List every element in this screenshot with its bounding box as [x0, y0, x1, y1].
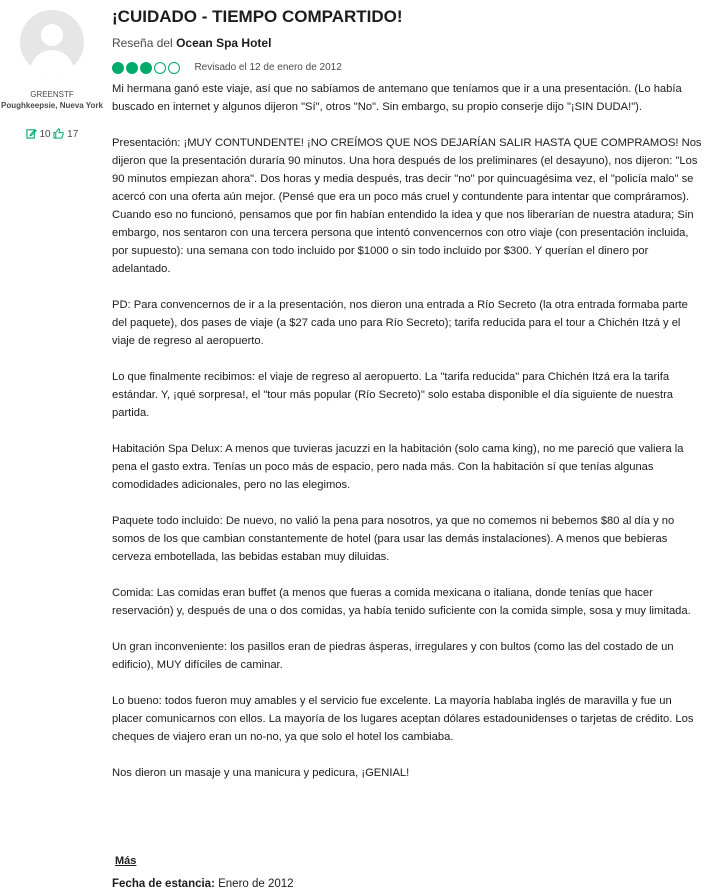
stay-date	[112, 878, 294, 890]
avatar-body	[30, 50, 74, 74]
review-paragraph: Paquete todo incluido: De nuevo, no valió la pena para nosotros, ya que no comemos ni bebemos $80 al día y no somos de los que cambian constantemente de hotel (para usar las demás instalaciones). A menos que bebieras cerveza embotellada, las bebidas estaban muy diluidas.	[112, 515, 675, 563]
reviewed-date: Revisado el 12 de enero de 2012	[194, 62, 342, 74]
hotel-prefix: Reseña del	[112, 36, 173, 50]
review-paragraph: Lo bueno: todos fueron muy amables y el servicio fue excelente. La mayoría hablaba inglés de maravilla y fue un placer comunicarnos con ellos. La mayoría de los lugares aceptan dólares estadounidenses o tarjetas de crédito. Los cheques de viajero eran un no-no, ya que solo el hotel los cambiaba.	[112, 695, 694, 743]
rating-bubble-filled-icon	[112, 62, 124, 74]
review-body	[112, 80, 704, 782]
review-paragraph: PD: Para convencernos de ir a la presentación, nos dieron una entrada a Río Secreto (la otra entrada formaba parte del paquete), dos pases de viaje (a $27 cada uno para Río Secreto); tarifa reducida para el tour a Chichén Itzá y el viaje de regreso al aeropuerto.	[112, 299, 688, 347]
avatar-head	[41, 24, 63, 46]
review-paragraph: Habitación Spa Delux: A menos que tuvieras jacuzzi en la habitación (solo cama king), no me pareció que valiera la pena el gasto extra. Tenías un poco más de espacio, pero nada más. Con la habitación sí que tenías algunas comodidades adicionales, pero no las elegimos.	[112, 443, 684, 491]
rating-bubble-empty-icon	[154, 62, 166, 74]
more-link[interactable]: Más	[115, 855, 137, 867]
helpful-votes-count: 17	[67, 129, 79, 140]
rating-row	[112, 59, 342, 75]
review-paragraph: Mi hermana ganó este viaje, así que no sabíamos de antemano que teníamos que ir a una presentación. (Lo había buscado en internet y algunos dijeron "Sí", otros "No". Sin embargo, su propio conserje dijo "¡SIN DUDA!").	[112, 83, 682, 113]
reviewer-location: Poughkeepsie, Nueva York	[1, 101, 103, 110]
hotel-name-link[interactable]: Ocean Spa Hotel	[176, 36, 272, 50]
rating-bubble-filled-icon	[126, 62, 138, 74]
avatar[interactable]	[20, 10, 84, 74]
rating-bubble-empty-icon	[168, 62, 180, 74]
review-hotel-line	[112, 36, 271, 50]
contributions-count: 10	[39, 129, 51, 140]
thumbs-up-icon	[53, 129, 67, 140]
review-paragraph: Lo que finalmente recibimos: el viaje de regreso al aeropuerto. La "tarifa reducida" para Chichén Itzá era la tarifa estándar. Y, ¡qué sorpresa!, el "tour más popular (Río Secreto)" solo estaba disponible el día siguiente de nuestra partida.	[112, 371, 674, 419]
stay-value: Enero de 2012	[218, 878, 294, 890]
reviewer-stats	[0, 128, 104, 140]
reviewer-username[interactable]: GREENSTF	[30, 90, 74, 99]
review-paragraph: Comida: Las comidas eran buffet (a menos que fueras a comida mexicana o italiana, donde tenías que hacer reservación) y, después de una o dos comidas, ya había tenido suficiente con la comida simple, sosa y muy limitada.	[112, 587, 691, 617]
stay-label: Fecha de estancia:	[112, 878, 215, 890]
review-paragraph: Nos dieron un masaje y una manicura y pedicura, ¡GENIAL!	[112, 767, 410, 779]
rating-bubbles	[112, 59, 182, 76]
pencil-icon	[26, 129, 40, 140]
review-title[interactable]: ¡CUIDADO - TIEMPO COMPARTIDO!	[112, 7, 403, 26]
rating-bubble-filled-icon	[140, 62, 152, 74]
review-paragraph: Presentación: ¡MUY CONTUNDENTE! ¡NO CREÍMOS QUE NOS DEJARÍAN SALIR HASTA QUE COMPRAMOS! Nos dijeron que la presentación duraría 90 minutos. Una hora después de los preliminares (el desayuno), nos dijeron: "Los 90 minutos empiezan ahora". Dos horas y media después, tras decir "no" por quincuagésima vez, el "policía malo" se acercó con una oferta aún mejor. (Pensé que era un poco más cruel y contundente para intentar que compráramos). Cuando eso no funcionó, pensamos que por fin habían entendido la idea y que nos liberarían de nuestra atadura; Sin embargo, nos sentaron con una tercera persona que intentó convencernos con otro viaje (con presentación incluida, por supuesto): una semana con todo incluido por $1000 o sin todo incluido por $300. Y querían el dinero por adelantado.	[112, 137, 702, 275]
review-paragraph: Un gran inconveniente: los pasillos eran de piedras ásperas, irregulares y con bultos (como las del costado de un edificio), MUY difíciles de caminar.	[112, 641, 674, 671]
